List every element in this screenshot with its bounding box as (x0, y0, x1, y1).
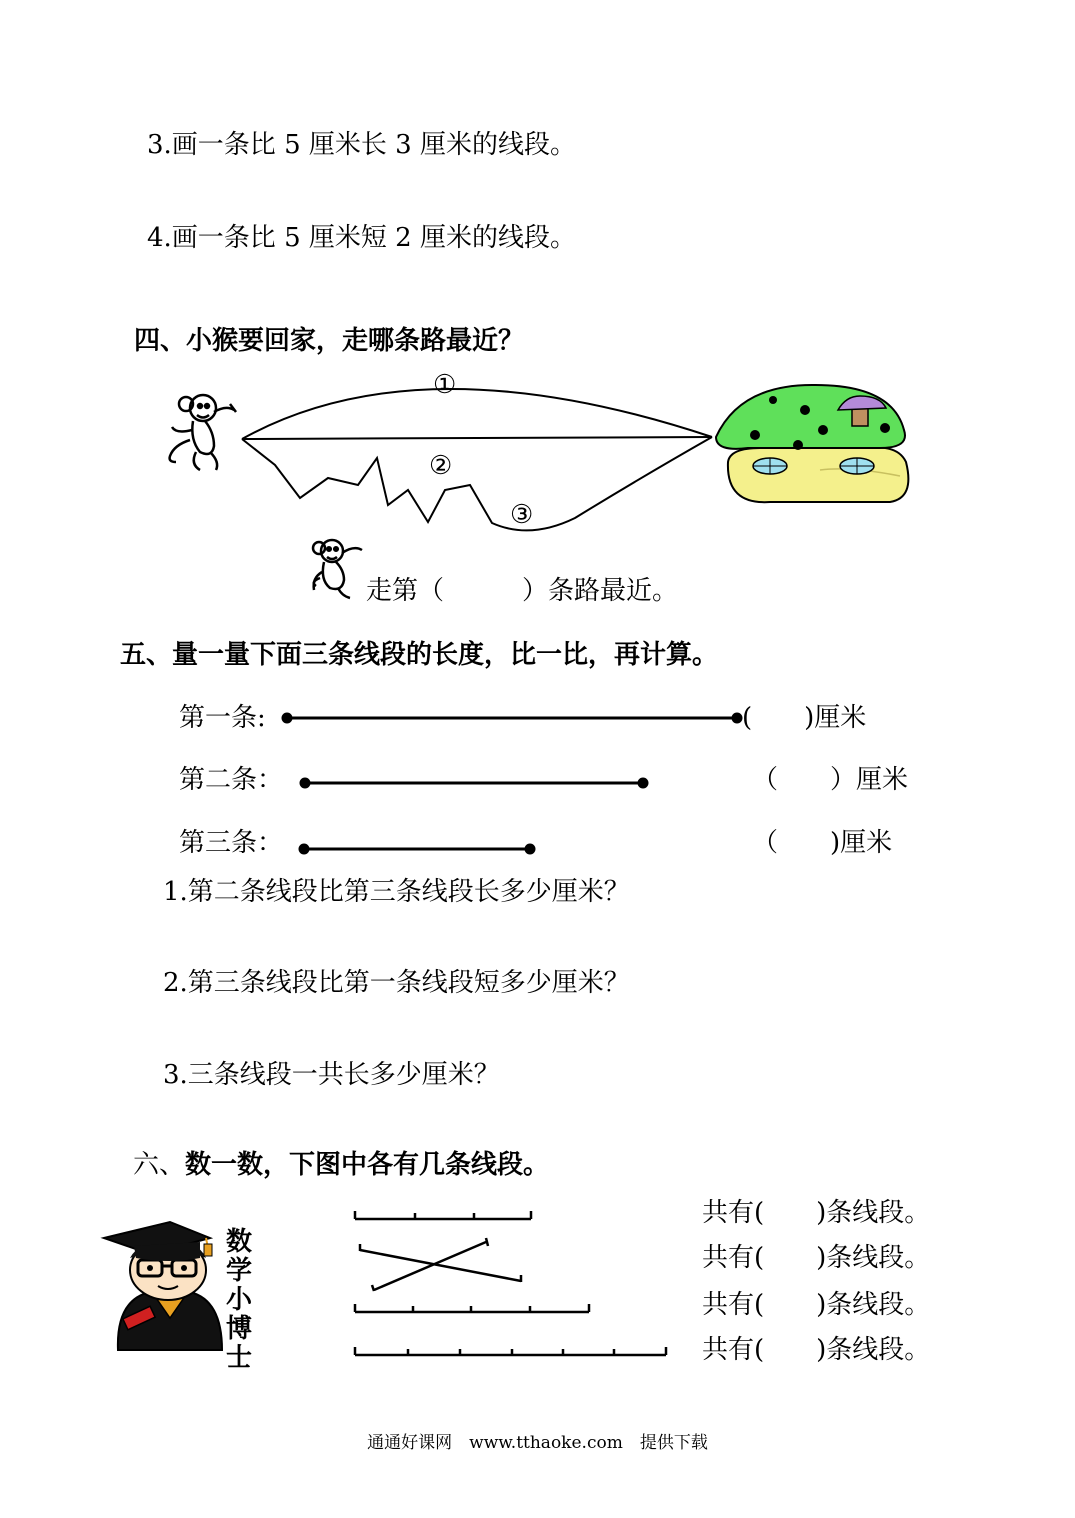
route-answer-prompt: 走第（ ）条路最近。 (366, 576, 679, 606)
badge-char: 学 (225, 1256, 252, 1286)
segment-2-blank: （ ）厘米 (752, 765, 909, 795)
segment-3-blank: （ )厘米 (752, 828, 893, 858)
segment-3-label: 第三条： (179, 828, 284, 858)
footer-credit: 通通好课网 www.tthaoke.com 提供下载 (367, 1433, 708, 1453)
route-label-1: ① (433, 370, 457, 400)
badge-char: 士 (225, 1343, 252, 1373)
figure-2-answer: 共有( )条线段。 (702, 1243, 931, 1273)
badge-char: 小 (225, 1285, 252, 1315)
figure-4-segments (355, 1347, 666, 1355)
segment-2-label: 第二条： (179, 765, 284, 795)
section-6-title-text: 数一数，下图中各有几条线段。 (185, 1150, 550, 1180)
section-5-question-1: 1.第二条线段比第三条线段长多少厘米？ (163, 877, 630, 907)
figure-1-answer: 共有( )条线段。 (702, 1198, 931, 1228)
section-5-question-2: 2.第三条线段比第一条线段短多少厘米？ (163, 968, 630, 998)
section-5-question-3: 3.三条线段一共长多少厘米？ (163, 1060, 500, 1090)
segment-1-label: 第一条: (179, 703, 266, 733)
section-5-title: 五、量一量下面三条线段的长度，比一比，再计算。 (120, 640, 719, 670)
figure-3-answer: 共有( )条线段。 (702, 1290, 931, 1320)
question-3: 3.画一条比 5 厘米长 3 厘米的线段。 (147, 130, 576, 160)
route-label-3: ③ (510, 500, 534, 530)
section-4-title: 四、小猴要回家，走哪条路最近？ (134, 326, 525, 356)
question-4: 4.画一条比 5 厘米短 2 厘米的线段。 (147, 223, 576, 253)
section-6-title-prefix: 六、 (133, 1150, 186, 1180)
figure-2-segments (360, 1238, 521, 1291)
figure-4-answer: 共有( )条线段。 (702, 1335, 931, 1365)
badge-char: 数 (225, 1227, 252, 1257)
figure-3-segments (355, 1304, 589, 1312)
segment-1-blank: ( )厘米 (742, 703, 867, 733)
badge-char: 博 (225, 1314, 252, 1344)
route-label-2: ② (429, 451, 453, 481)
figure-1-segments (355, 1211, 531, 1219)
